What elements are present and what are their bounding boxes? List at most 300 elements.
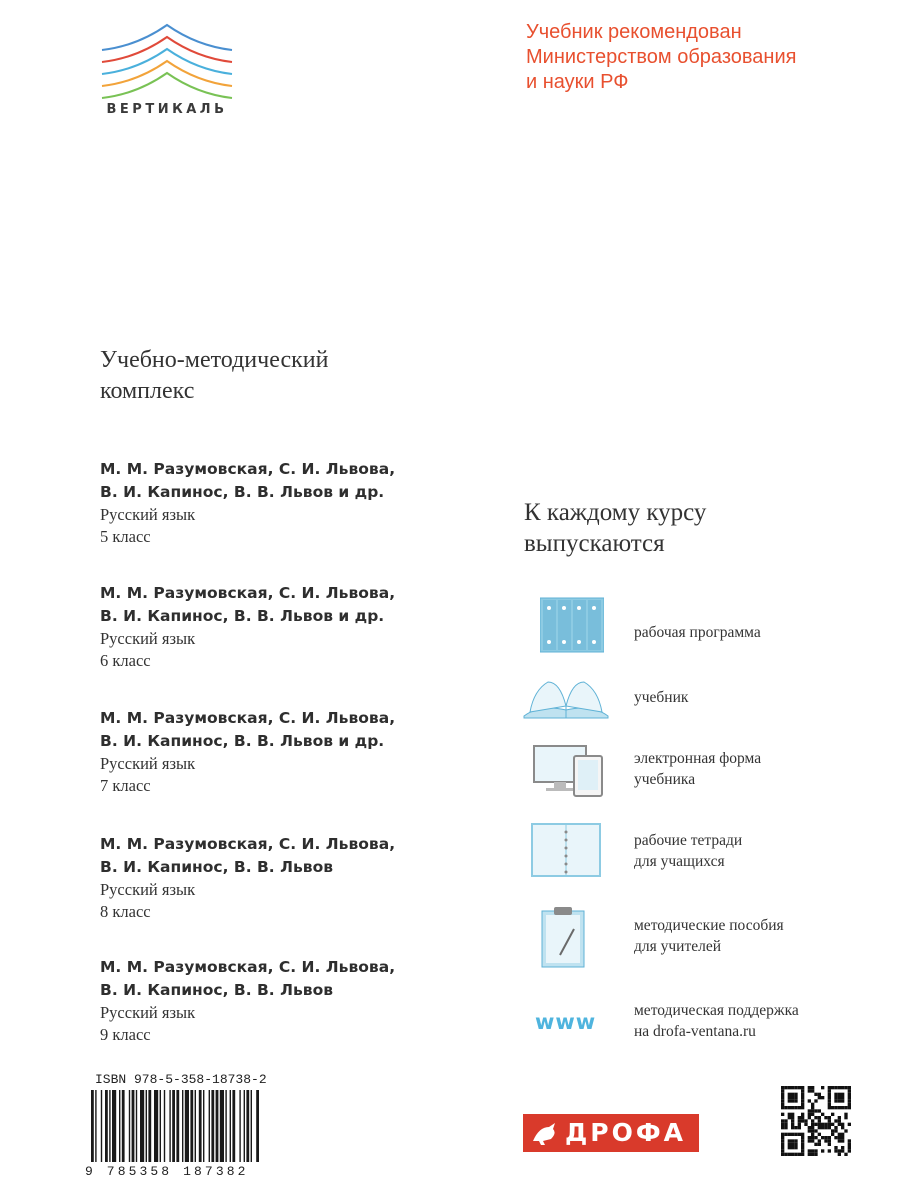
devices-icon bbox=[532, 744, 604, 798]
qr-module bbox=[834, 1093, 837, 1096]
clipboard-icon bbox=[540, 905, 588, 969]
qr-module bbox=[831, 1113, 834, 1116]
qr-module bbox=[788, 1116, 791, 1119]
qr-module bbox=[838, 1096, 841, 1099]
qr-module bbox=[808, 1116, 811, 1119]
book-grade: 8 класс bbox=[100, 901, 151, 921]
qr-module bbox=[831, 1086, 834, 1089]
qr-module bbox=[814, 1136, 817, 1139]
qr-module bbox=[828, 1086, 831, 1089]
course-item-label: методическая поддержка bbox=[634, 1002, 799, 1019]
qr-module bbox=[791, 1113, 794, 1116]
course-item-label: учебник bbox=[634, 689, 689, 706]
course-item-label: учебника bbox=[634, 771, 696, 788]
qr-module bbox=[801, 1106, 804, 1109]
course-heading-line: выпускаются bbox=[524, 530, 665, 557]
qr-module bbox=[791, 1096, 794, 1099]
qr-module bbox=[834, 1149, 837, 1152]
qr-module bbox=[801, 1149, 804, 1152]
qr-module bbox=[791, 1153, 794, 1156]
qr-module bbox=[801, 1086, 804, 1089]
qr-module bbox=[844, 1106, 847, 1109]
qr-module bbox=[831, 1133, 834, 1136]
qr-module bbox=[791, 1126, 794, 1129]
book-subject: Русский язык bbox=[100, 505, 196, 524]
qr-module bbox=[838, 1093, 841, 1096]
barcode-bar bbox=[105, 1090, 108, 1162]
qr-module bbox=[801, 1093, 804, 1096]
qr-module bbox=[828, 1096, 831, 1099]
qr-module bbox=[828, 1099, 831, 1102]
qr-module bbox=[824, 1126, 827, 1129]
qr-module bbox=[781, 1089, 784, 1092]
qr-module bbox=[848, 1143, 851, 1146]
qr-module bbox=[808, 1099, 811, 1102]
barcode-bar bbox=[176, 1090, 179, 1162]
barcode bbox=[85, 1090, 385, 1164]
book-subject: Русский язык bbox=[100, 754, 196, 773]
qr-module bbox=[801, 1096, 804, 1099]
course-heading-line: К каждому курсу bbox=[524, 499, 707, 526]
qr-module bbox=[781, 1096, 784, 1099]
qr-module bbox=[841, 1136, 844, 1139]
qr-module bbox=[818, 1116, 821, 1119]
qr-module bbox=[818, 1123, 821, 1126]
barcode-bar bbox=[246, 1090, 249, 1162]
qr-module bbox=[818, 1119, 821, 1122]
qr-module bbox=[828, 1119, 831, 1122]
course-item-label: на drofa-ventana.ru bbox=[634, 1023, 756, 1040]
barcode-bar bbox=[216, 1090, 219, 1162]
qr-module bbox=[784, 1153, 787, 1156]
qr-module bbox=[798, 1086, 801, 1089]
qr-module bbox=[848, 1139, 851, 1142]
drofa-bird-icon bbox=[529, 1119, 561, 1147]
qr-module bbox=[834, 1086, 837, 1089]
qr-module bbox=[781, 1113, 784, 1116]
qr-module bbox=[848, 1123, 851, 1126]
qr-module bbox=[811, 1126, 814, 1129]
book-entry-grade-5 bbox=[100, 458, 395, 547]
vertikal-logo bbox=[92, 20, 242, 125]
qr-module bbox=[828, 1106, 831, 1109]
qr-module bbox=[801, 1139, 804, 1142]
barcode-bar bbox=[132, 1090, 135, 1162]
qr-module bbox=[838, 1119, 841, 1122]
barcode-bar bbox=[169, 1090, 170, 1162]
barcode-bar bbox=[119, 1090, 120, 1162]
qr-module bbox=[811, 1089, 814, 1092]
qr-module bbox=[781, 1146, 784, 1149]
qr-module bbox=[834, 1146, 837, 1149]
qr-module bbox=[781, 1103, 784, 1106]
barcode-bar bbox=[95, 1090, 96, 1162]
qr-module bbox=[848, 1103, 851, 1106]
qr-module bbox=[798, 1119, 801, 1122]
qr-module bbox=[814, 1116, 817, 1119]
vertikal-logo-text: ВЕРТИКАЛЬ bbox=[106, 102, 228, 117]
barcode-digits: 9 785358 187382 bbox=[85, 1164, 249, 1179]
book-grade: 7 класс bbox=[100, 775, 151, 795]
barcode-bar bbox=[211, 1090, 214, 1162]
book-entry-grade-9 bbox=[100, 956, 395, 1045]
barcode-bar bbox=[172, 1090, 175, 1162]
barcode-bar bbox=[209, 1090, 210, 1162]
qr-module bbox=[844, 1129, 847, 1132]
qr-module bbox=[848, 1146, 851, 1149]
qr-module bbox=[794, 1126, 797, 1129]
qr-module bbox=[841, 1149, 844, 1152]
qr-module bbox=[821, 1149, 824, 1152]
qr-module bbox=[844, 1086, 847, 1089]
book-subject: Русский язык bbox=[100, 629, 196, 648]
notebook-icon bbox=[530, 822, 604, 878]
qr-module bbox=[828, 1116, 831, 1119]
qr-module bbox=[781, 1139, 784, 1142]
qr-module bbox=[831, 1106, 834, 1109]
qr-module bbox=[794, 1143, 797, 1146]
barcode-bar bbox=[190, 1090, 193, 1162]
book-authors: М. М. Разумовская, С. И. Львова, bbox=[100, 835, 396, 853]
qr-module bbox=[788, 1146, 791, 1149]
qr-module bbox=[781, 1119, 784, 1122]
qr-module bbox=[791, 1116, 794, 1119]
qr-module bbox=[844, 1153, 847, 1156]
qr-module bbox=[811, 1103, 814, 1106]
qr-module bbox=[811, 1106, 814, 1109]
barcode-bar bbox=[244, 1090, 245, 1162]
qr-module bbox=[808, 1149, 811, 1152]
qr-module bbox=[828, 1126, 831, 1129]
qr-module bbox=[811, 1149, 814, 1152]
qr-module bbox=[781, 1133, 784, 1136]
qr-module bbox=[814, 1153, 817, 1156]
qr-module bbox=[781, 1143, 784, 1146]
qr-module bbox=[808, 1113, 811, 1116]
qr-module bbox=[801, 1133, 804, 1136]
qr-module bbox=[841, 1086, 844, 1089]
qr-module bbox=[801, 1153, 804, 1156]
recommendation-line: Учебник рекомендован bbox=[526, 21, 742, 43]
course-item-label: рабочая программа bbox=[634, 624, 761, 641]
book-authors: В. И. Капинос, В. В. Львов и др. bbox=[100, 732, 385, 750]
qr-module bbox=[781, 1136, 784, 1139]
qr-module bbox=[784, 1126, 787, 1129]
course-item-label: электронная форма bbox=[634, 750, 762, 767]
qr-module bbox=[791, 1086, 794, 1089]
qr-module bbox=[808, 1089, 811, 1092]
barcode-bar bbox=[160, 1090, 161, 1162]
qr-module bbox=[828, 1093, 831, 1096]
qr-module bbox=[848, 1089, 851, 1092]
course-item-label: методические пособия bbox=[634, 917, 784, 934]
barcode-bar bbox=[112, 1090, 116, 1162]
barcode-bar bbox=[203, 1090, 204, 1162]
qr-module bbox=[811, 1129, 814, 1132]
barcode-bar bbox=[140, 1090, 144, 1162]
qr-module bbox=[848, 1106, 851, 1109]
barcode-bar bbox=[199, 1090, 202, 1162]
qr-module bbox=[791, 1119, 794, 1122]
qr-module bbox=[788, 1153, 791, 1156]
qr-module bbox=[848, 1096, 851, 1099]
book-subject: Русский язык bbox=[100, 1003, 196, 1022]
qr-module bbox=[784, 1119, 787, 1122]
qr-module bbox=[781, 1106, 784, 1109]
course-heading bbox=[524, 497, 706, 559]
qr-module bbox=[808, 1129, 811, 1132]
qr-module bbox=[838, 1099, 841, 1102]
barcode-bar bbox=[251, 1090, 252, 1162]
qr-module bbox=[794, 1106, 797, 1109]
qr-module bbox=[801, 1143, 804, 1146]
qr-module bbox=[841, 1096, 844, 1099]
qr-module bbox=[788, 1086, 791, 1089]
qr-module bbox=[791, 1106, 794, 1109]
qr-module bbox=[781, 1126, 784, 1129]
qr-module bbox=[791, 1146, 794, 1149]
qr-module bbox=[811, 1086, 814, 1089]
recommendation-line: и науки РФ bbox=[526, 71, 629, 93]
qr-module bbox=[824, 1116, 827, 1119]
qr-module bbox=[781, 1149, 784, 1152]
qr-module bbox=[808, 1109, 811, 1112]
qr-module bbox=[814, 1129, 817, 1132]
qr-module bbox=[824, 1136, 827, 1139]
qr-module bbox=[788, 1096, 791, 1099]
qr-module bbox=[791, 1099, 794, 1102]
qr-module bbox=[828, 1139, 831, 1142]
qr-module bbox=[781, 1093, 784, 1096]
barcode-bar bbox=[220, 1090, 224, 1162]
qr-module bbox=[781, 1153, 784, 1156]
barcode-bar bbox=[225, 1090, 226, 1162]
qr-module bbox=[811, 1109, 814, 1112]
qr-module bbox=[801, 1089, 804, 1092]
barcode-bar bbox=[185, 1090, 189, 1162]
barcode-bar bbox=[146, 1090, 147, 1162]
qr-module bbox=[788, 1106, 791, 1109]
qr-module bbox=[821, 1113, 824, 1116]
qr-module bbox=[821, 1136, 824, 1139]
qr-module bbox=[791, 1139, 794, 1142]
qr-module bbox=[794, 1153, 797, 1156]
qr-module bbox=[788, 1133, 791, 1136]
qr-module bbox=[841, 1139, 844, 1142]
qr-module bbox=[788, 1099, 791, 1102]
book-subject: Русский язык bbox=[100, 880, 196, 899]
qr-module bbox=[828, 1103, 831, 1106]
qr-module bbox=[818, 1096, 821, 1099]
vertikal-logo-arcs bbox=[92, 20, 242, 102]
qr-module bbox=[781, 1086, 784, 1089]
qr-module bbox=[828, 1136, 831, 1139]
qr-module bbox=[848, 1099, 851, 1102]
barcode-bar bbox=[91, 1090, 94, 1162]
qr-code bbox=[781, 1086, 851, 1156]
qr-module bbox=[801, 1146, 804, 1149]
qr-module bbox=[804, 1123, 807, 1126]
qr-module bbox=[808, 1086, 811, 1089]
qr-module bbox=[814, 1093, 817, 1096]
barcode-bar bbox=[148, 1090, 151, 1162]
qr-module bbox=[811, 1153, 814, 1156]
qr-module bbox=[848, 1093, 851, 1096]
isbn-label: ISBN 978-5-358-18738-2 bbox=[95, 1072, 267, 1087]
qr-module bbox=[791, 1123, 794, 1126]
qr-module bbox=[831, 1123, 834, 1126]
barcode-bar bbox=[101, 1090, 102, 1162]
qr-module bbox=[798, 1106, 801, 1109]
qr-module bbox=[834, 1099, 837, 1102]
qr-module bbox=[838, 1086, 841, 1089]
qr-module bbox=[798, 1126, 801, 1129]
barcode-bar bbox=[182, 1090, 183, 1162]
qr-module bbox=[811, 1123, 814, 1126]
qr-module bbox=[791, 1133, 794, 1136]
qr-module bbox=[841, 1123, 844, 1126]
qr-module bbox=[818, 1126, 821, 1129]
qr-module bbox=[794, 1096, 797, 1099]
qr-module bbox=[848, 1149, 851, 1152]
ministry-recommendation bbox=[526, 20, 886, 95]
qr-module bbox=[838, 1139, 841, 1142]
barcode-bar bbox=[164, 1090, 165, 1162]
qr-module bbox=[794, 1139, 797, 1142]
qr-module bbox=[801, 1116, 804, 1119]
qr-module bbox=[838, 1153, 841, 1156]
qr-module bbox=[801, 1099, 804, 1102]
qr-module bbox=[784, 1133, 787, 1136]
qr-module bbox=[838, 1116, 841, 1119]
qr-module bbox=[781, 1099, 784, 1102]
qr-module bbox=[811, 1133, 814, 1136]
qr-module bbox=[841, 1133, 844, 1136]
qr-module bbox=[844, 1116, 847, 1119]
qr-module bbox=[824, 1139, 827, 1142]
barcode-bar bbox=[195, 1090, 196, 1162]
qr-module bbox=[808, 1153, 811, 1156]
book-grade: 6 класс bbox=[100, 650, 151, 670]
barcode-bar bbox=[136, 1090, 137, 1162]
qr-module bbox=[801, 1113, 804, 1116]
qr-module bbox=[834, 1136, 837, 1139]
qr-module bbox=[811, 1139, 814, 1142]
book-grade: 9 класс bbox=[100, 1024, 151, 1044]
qr-module bbox=[814, 1099, 817, 1102]
barcode-bar bbox=[230, 1090, 231, 1162]
qr-module bbox=[841, 1106, 844, 1109]
qr-module bbox=[818, 1109, 821, 1112]
qr-module bbox=[821, 1123, 824, 1126]
qr-module bbox=[811, 1113, 814, 1116]
qr-module bbox=[798, 1153, 801, 1156]
qr-module bbox=[784, 1106, 787, 1109]
book-authors: М. М. Разумовская, С. И. Львова, bbox=[100, 709, 396, 727]
qr-module bbox=[788, 1093, 791, 1096]
qr-module bbox=[834, 1106, 837, 1109]
book-authors: М. М. Разумовская, С. И. Львова, bbox=[100, 584, 396, 602]
qr-module bbox=[814, 1109, 817, 1112]
book-authors: М. М. Разумовская, С. И. Львова, bbox=[100, 958, 396, 976]
qr-module bbox=[821, 1086, 824, 1089]
qr-module bbox=[798, 1123, 801, 1126]
qr-module bbox=[841, 1093, 844, 1096]
complex-title-line: комплекс bbox=[100, 378, 195, 404]
qr-module bbox=[824, 1123, 827, 1126]
qr-module bbox=[794, 1146, 797, 1149]
qr-module bbox=[794, 1086, 797, 1089]
qr-module bbox=[828, 1143, 831, 1146]
qr-module bbox=[814, 1123, 817, 1126]
qr-module bbox=[838, 1136, 841, 1139]
qr-module bbox=[804, 1119, 807, 1122]
qr-module bbox=[818, 1093, 821, 1096]
qr-module bbox=[814, 1149, 817, 1152]
binders-icon bbox=[540, 596, 604, 654]
barcode-bar bbox=[129, 1090, 130, 1162]
barcode-bar bbox=[232, 1090, 235, 1162]
qr-module bbox=[784, 1123, 787, 1126]
course-item-label: для учащихся bbox=[634, 853, 725, 870]
qr-module bbox=[808, 1136, 811, 1139]
qr-module bbox=[834, 1129, 837, 1132]
course-item-label: для учителей bbox=[634, 938, 722, 955]
qr-module bbox=[784, 1086, 787, 1089]
drofa-logo bbox=[523, 1114, 699, 1152]
qr-module bbox=[844, 1113, 847, 1116]
qr-module bbox=[811, 1119, 814, 1122]
qr-module bbox=[798, 1116, 801, 1119]
qr-module bbox=[808, 1139, 811, 1142]
qr-module bbox=[821, 1096, 824, 1099]
qr-module bbox=[818, 1139, 821, 1142]
book-entry-grade-8 bbox=[100, 833, 395, 922]
qr-module bbox=[841, 1099, 844, 1102]
qr-module bbox=[838, 1133, 841, 1136]
open-book-icon bbox=[520, 676, 612, 720]
qr-module bbox=[791, 1093, 794, 1096]
qr-module bbox=[828, 1089, 831, 1092]
qr-module bbox=[814, 1143, 817, 1146]
barcode-bar bbox=[239, 1090, 240, 1162]
qr-module bbox=[798, 1133, 801, 1136]
qr-module bbox=[794, 1099, 797, 1102]
qr-module bbox=[838, 1123, 841, 1126]
qr-module bbox=[818, 1133, 821, 1136]
qr-module bbox=[834, 1119, 837, 1122]
qr-module bbox=[828, 1149, 831, 1152]
qr-module bbox=[788, 1139, 791, 1142]
qr-module bbox=[841, 1126, 844, 1129]
barcode-bar bbox=[122, 1090, 125, 1162]
book-authors: В. И. Капинос, В. В. Львов bbox=[100, 858, 334, 876]
book-entry-grade-6 bbox=[100, 582, 395, 671]
qr-module bbox=[781, 1123, 784, 1126]
qr-module bbox=[801, 1136, 804, 1139]
recommendation-line: Министерством образования bbox=[526, 46, 797, 68]
qr-module bbox=[821, 1126, 824, 1129]
qr-module bbox=[828, 1123, 831, 1126]
qr-module bbox=[838, 1149, 841, 1152]
book-authors: В. И. Капинос, В. В. Львов и др. bbox=[100, 607, 385, 625]
qr-module bbox=[834, 1096, 837, 1099]
qr-module bbox=[801, 1103, 804, 1106]
qr-module bbox=[834, 1126, 837, 1129]
complex-title bbox=[100, 345, 328, 407]
barcode-bar bbox=[256, 1090, 259, 1162]
qr-module bbox=[848, 1086, 851, 1089]
